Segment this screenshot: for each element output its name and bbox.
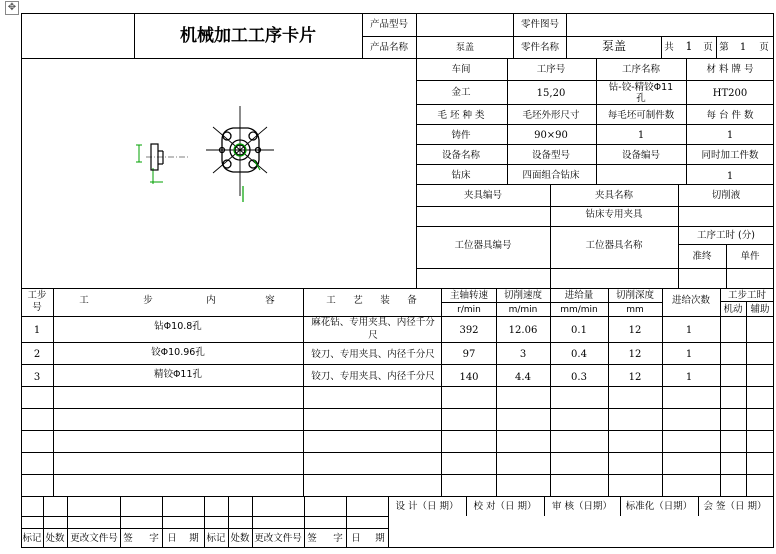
footer-cell: 字 — [149, 533, 159, 544]
equip-name-value: 钻床 — [451, 170, 471, 181]
step-depth: 12 — [628, 325, 642, 336]
footer-cell: 期 — [375, 533, 385, 544]
product-name-label: 产品名称 — [369, 42, 409, 53]
step-depth: 12 — [628, 349, 642, 360]
table-row — [34, 316, 692, 341]
blank-size-label: 毛坯外形尺寸 — [522, 110, 580, 121]
footer-cell: 标记 — [206, 533, 226, 544]
footer-cell: 日 — [167, 533, 177, 544]
part-name-label: 零件名称 — [520, 42, 560, 53]
equipment-header-char: 装 — [380, 295, 390, 306]
depth-unit: mm — [626, 305, 644, 315]
step-content: 钻Φ10.8孔 — [154, 321, 202, 332]
audit-label: 审 核（日期） — [551, 501, 613, 512]
step-speed: 140 — [459, 372, 479, 383]
footer-cell: 签 — [123, 533, 133, 544]
footer-cell: 期 — [189, 533, 199, 544]
card-title: 机械加工工序卡片 — [180, 26, 316, 46]
spindle-speed-unit: r/min — [457, 305, 481, 315]
sheet-value: 1 — [739, 42, 747, 53]
station-tool-name-label: 工位器具名称 — [585, 240, 643, 251]
step-no: 1 — [33, 325, 41, 336]
standard-label: 标准化（日期） — [625, 501, 693, 512]
sign-label: 会 签（日 期） — [703, 501, 767, 512]
material-value: HT200 — [712, 88, 748, 99]
equip-no-label: 设备编号 — [621, 150, 661, 161]
equip-model-value: 四面组合钻床 — [522, 170, 580, 181]
front-view-cross-lines — [206, 106, 274, 196]
footer-cell: 更改文件号 — [254, 533, 302, 544]
step-depth: 12 — [628, 372, 642, 383]
machine-time-header: 机动 — [723, 304, 743, 315]
footer-cell: 日 — [351, 533, 361, 544]
depth-header: 切削深度 — [615, 290, 655, 301]
spindle-speed-header: 主轴转速 — [449, 290, 489, 301]
footer-cell: 字 — [333, 533, 343, 544]
op-name-label: 工序名称 — [621, 64, 661, 75]
workshop-value: 金工 — [451, 87, 471, 98]
step-time-header: 工步工时 — [727, 290, 767, 301]
total-page-unit: 页 — [703, 42, 713, 53]
table-move-handle[interactable]: ✥ — [5, 1, 19, 15]
parts-per-machine-value: 1 — [726, 130, 734, 141]
step-content: 铰Φ10.96孔 — [151, 347, 205, 358]
parts-per-machine-label: 每 台 件 数 — [706, 110, 754, 121]
part-sketch — [136, 106, 274, 202]
station-tool-no-label: 工位器具编号 — [454, 240, 512, 251]
step-passes: 1 — [685, 349, 693, 360]
footer-cell: 更改文件号 — [70, 533, 118, 544]
sheet-page-unit: 页 — [759, 42, 769, 53]
blank-type-value: 铸件 — [451, 130, 471, 141]
fixture-name-label: 夹具名称 — [594, 190, 634, 201]
review-label: 校 对（日 期） — [473, 501, 537, 512]
parts-per-blank-value: 1 — [637, 130, 645, 141]
unit-label: 单件 — [740, 251, 760, 262]
op-no-value: 15,20 — [536, 88, 566, 99]
op-name-value-line1: 钻-铰-精铰Φ11 — [608, 82, 674, 93]
product-name-value: 泵盖 — [455, 43, 475, 53]
simul-value: 1 — [726, 171, 734, 182]
step-no: 2 — [33, 349, 41, 360]
footer-cell: 签 — [307, 533, 317, 544]
op-time-label: 工序工时 (分) — [697, 230, 755, 241]
front-view-marks — [234, 144, 260, 202]
step-content-header-char: 容 — [265, 295, 275, 306]
step-feed: 0.4 — [571, 349, 587, 360]
sheet-label: 第 — [719, 42, 729, 53]
step-cut: 12.06 — [508, 325, 538, 336]
blank-type-label: 毛 坯 种 类 — [437, 110, 485, 121]
equip-name-label: 设备名称 — [441, 150, 481, 161]
footer-cell: 处数 — [45, 533, 65, 544]
step-feed: 0.1 — [571, 325, 587, 336]
workshop-label: 车间 — [451, 64, 471, 75]
equipment-header-char: 艺 — [353, 295, 363, 306]
equipment-header-char: 备 — [407, 295, 417, 306]
step-equipment-line1: 铰刀、专用夹具、内径千分尺 — [311, 371, 435, 382]
material-label: 材 料 牌 号 — [706, 64, 754, 75]
cut-speed-unit: m/min — [508, 305, 538, 315]
table-row — [34, 368, 692, 383]
step-passes: 1 — [685, 372, 693, 383]
step-cut: 4.4 — [515, 372, 531, 383]
design-label: 设 计（日 期） — [395, 501, 459, 512]
prep-label: 准终 — [692, 251, 712, 262]
aux-time-header: 辅助 — [750, 304, 770, 315]
step-equipment-line1: 铰刀、专用夹具、内径千分尺 — [311, 349, 435, 360]
op-name-value-line2: 孔 — [636, 93, 646, 104]
passes-header: 进给次数 — [671, 295, 711, 306]
footer-bottom-labels — [22, 532, 385, 544]
op-no-label: 工序号 — [536, 64, 566, 75]
step-content-header-char: 步 — [143, 295, 153, 306]
step-speed: 392 — [459, 325, 479, 336]
coolant-label: 切削液 — [711, 190, 741, 201]
footer-cell: 标记 — [22, 533, 42, 544]
product-model-label: 产品型号 — [369, 19, 409, 30]
blank-size-value: 90×90 — [534, 130, 568, 141]
total-value: 1 — [685, 40, 693, 53]
step-passes: 1 — [685, 325, 693, 336]
parts-per-blank-label: 每毛坯可制件数 — [607, 110, 675, 121]
equip-model-label: 设备型号 — [531, 150, 571, 161]
feed-unit: mm/min — [560, 305, 598, 315]
step-content-header-char: 内 — [206, 295, 216, 306]
simul-label: 同时加工件数 — [701, 150, 759, 161]
grid-lines — [21, 13, 774, 548]
cut-speed-header: 切削速度 — [503, 290, 543, 301]
step-feed: 0.3 — [571, 372, 587, 383]
step-no-header-line2: 号 — [32, 302, 42, 313]
table-row — [34, 346, 692, 360]
step-no: 3 — [33, 372, 41, 383]
equipment-header-char: 工 — [326, 295, 336, 306]
step-content-header-char: 工 — [79, 295, 89, 306]
step-no-header-line1: 工步 — [27, 290, 47, 301]
step-equipment-line2: 尺 — [368, 330, 378, 341]
feed-header: 进给量 — [564, 290, 594, 301]
fixture-no-label: 夹具编号 — [463, 190, 503, 201]
part-name-value: 泵盖 — [601, 39, 627, 53]
step-content: 精铰Φ11孔 — [153, 369, 203, 380]
fixture-name-value: 钻床专用夹具 — [585, 209, 643, 220]
footer-cell: 处数 — [230, 533, 250, 544]
step-speed: 97 — [462, 349, 476, 360]
step-equipment-line1: 麻花钻、专用夹具、内径千分 — [311, 317, 435, 328]
total-label: 共 — [664, 42, 674, 53]
part-drawing-label: 零件图号 — [520, 19, 560, 30]
step-cut: 3 — [519, 349, 527, 360]
